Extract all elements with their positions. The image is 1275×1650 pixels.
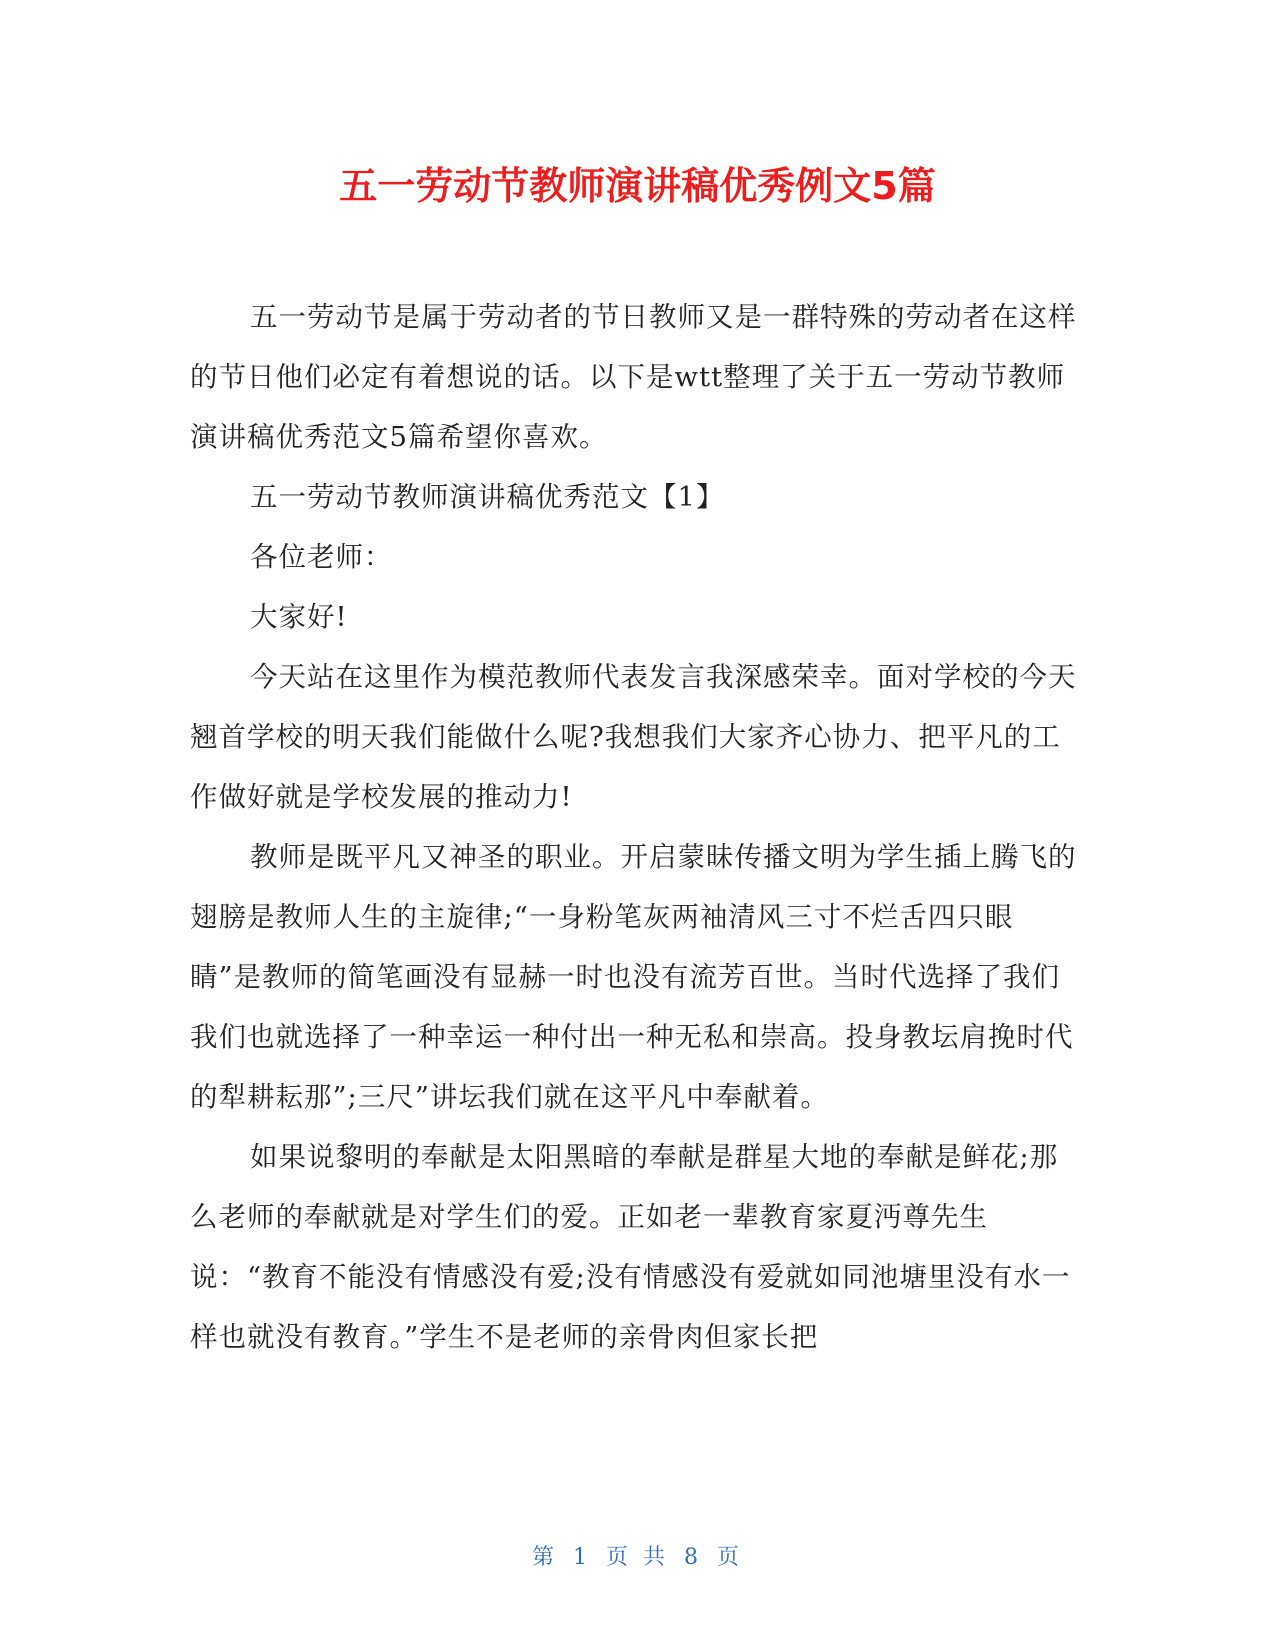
footer-suffix: 页 [717, 1545, 744, 1570]
current-page-number: 1 [573, 1545, 591, 1570]
paragraph-greeting: 大家好! [250, 601, 348, 633]
document-body [190, 287, 1080, 1367]
page-number-footer [0, 1540, 1275, 1571]
paragraph-body: 如果说黎明的奉献是太阳黑暗的奉献是群星大地的奉献是鲜花;那么老师的奉献就是对学生们的爱。正如老一辈教育家夏沔尊先生说：“教育不能没有情感没有爱;没有情感没有爱就如同池塘里没有水一样也就没有教育。”学生不是老师的亲骨肉但家长把 [190, 1141, 1071, 1353]
total-pages-number: 8 [684, 1545, 702, 1570]
section-heading: 五一劳动节教师演讲稿优秀范文【1】 [250, 481, 725, 513]
paragraph-body: 今天站在这里作为模范教师代表发言我深感荣幸。面对学校的今天翘首学校的明天我们能做什么呢?我想我们大家齐心协力、把平凡的工作做好就是学校发展的推动力! [190, 661, 1077, 813]
footer-prefix: 第 [531, 1545, 558, 1570]
paragraph-intro: 五一劳动节是属于劳动者的节日教师又是一群特殊的劳动者在这样的节日他们必定有着想说的话。以下是wtt整理了关于五一劳动节教师演讲稿优秀范文5篇希望你喜欢。 [190, 301, 1077, 453]
document-title: 五一劳动节教师演讲稿优秀例文5篇 [339, 164, 936, 208]
paragraph-salutation: 各位老师： [250, 541, 393, 573]
footer-middle: 页 共 [606, 1545, 669, 1570]
paragraph-body: 教师是既平凡又神圣的职业。开启蒙昧传播文明为学生插上腾飞的翅膀是教师人生的主旋律;“一身粉笔灰两袖清风三寸不烂舌四只眼睛”是教师的简笔画没有显赫一时也没有流芳百世。当时代选择了我们我们也就选择了一种幸运一种付出一种无私和崇高。投身教坛肩挽时代的犁耕耘那”;三尺”讲坛我们就在这平凡中奉献着。 [190, 841, 1077, 1113]
